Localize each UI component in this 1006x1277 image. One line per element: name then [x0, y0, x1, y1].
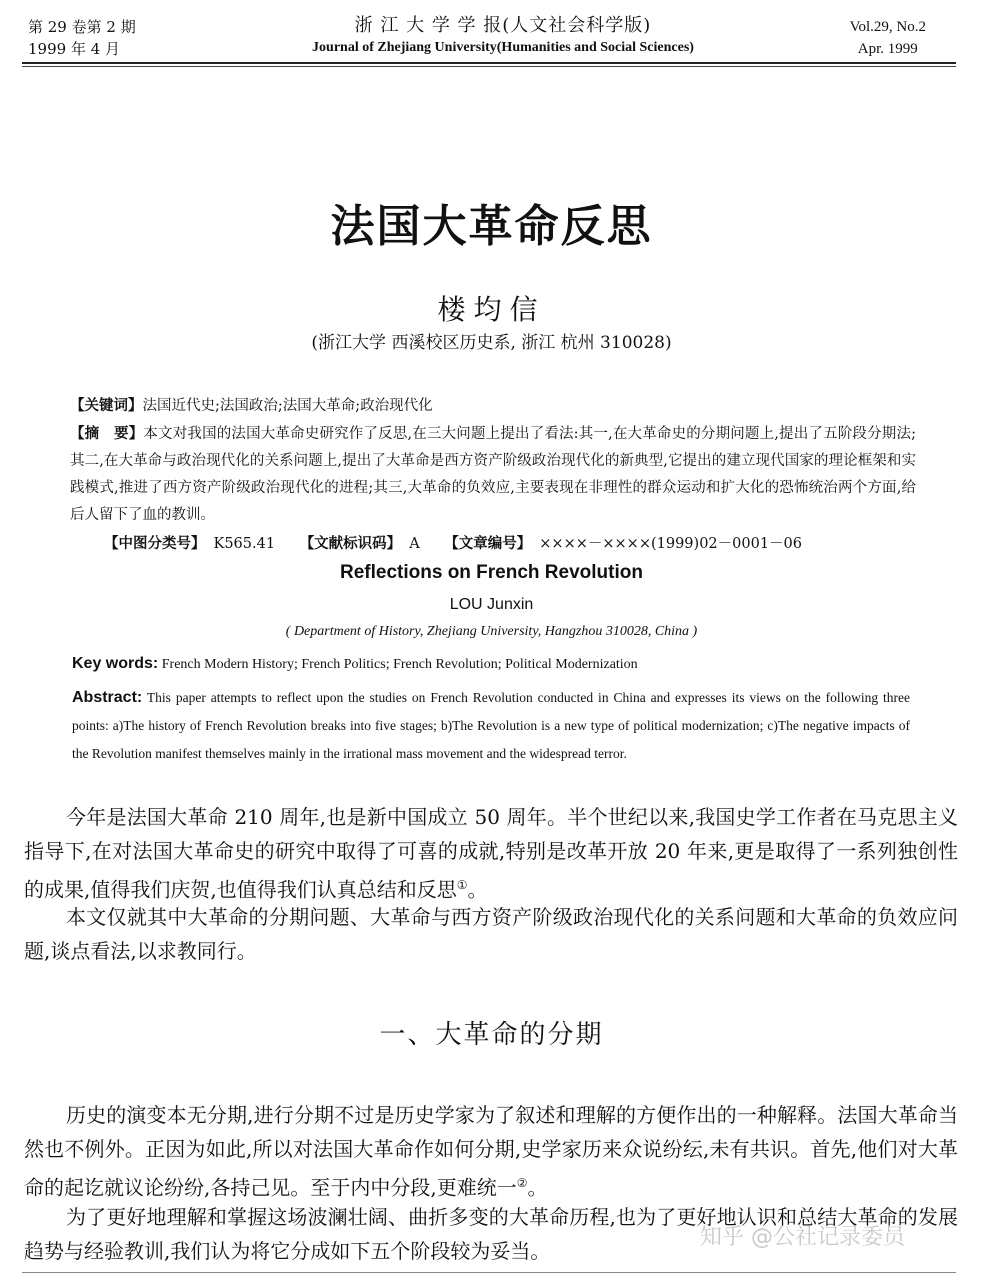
body-paragraph-4: 为了更好地理解和掌握这场波澜壮阔、曲折多变的大革命历程,也为了更好地认识和总结大革命的发展趋势与经验教训,我们认为将它分成如下五个阶段较为妥当。: [24, 1205, 958, 1263]
cn-keywords-text: 法国近代史;法国政治;法国大革命;政治现代化: [142, 398, 433, 414]
header-volume-en: Vol.29, No.2: [849, 19, 926, 35]
en-keywords: [72, 655, 932, 673]
article-label: 【文章编号】: [444, 535, 532, 552]
bottom-rule: [22, 1272, 956, 1273]
paper-affiliation: (浙江大学 西溪校区历史系, 浙江 杭州 310028): [311, 333, 672, 353]
paper-author: 楼均信: [437, 293, 546, 326]
cn-keywords-label: 【关键词】: [70, 397, 143, 414]
body-paragraph-1-text: 今年是法国大革命 210 周年,也是新中国成立 50 周年。半个世纪以来,我国史学工作者在马克思主义指导下,在对法国大革命史的研究中取得了可喜的成就,特别是改革开放 20 年来,更是取得了一系列独创性的成果,值得我们庆贺,也值得我们认真总结和反思: [24, 805, 958, 902]
en-abstract-text: This paper attempts to reflect upon the studies on French Revolution conducted in China and expresses its views on the following three points: a)The history of French Revolution breaks into five stages; b)The Revolution is a new type of political modernization; c)The negative impacts of the Revolution manifest themselves mainly in the irrational mass movement and the widespread terror.: [72, 690, 911, 761]
en-title: Reflections on French Revolution: [340, 562, 643, 583]
header-date-en: Apr. 1999: [857, 41, 918, 57]
en-author: LOU Junxin: [449, 596, 534, 613]
header-journal: [200, 14, 806, 58]
journal-name-cn: 浙 江 大 学 学 报(人文社会科学版): [354, 15, 652, 36]
cn-abstract-block: [70, 392, 916, 529]
header-issue: [28, 16, 136, 60]
class-value: K565.41: [213, 536, 276, 552]
cn-abstract-text: 本文对我国的法国大革命史研究作了反思,在三大问题上提出了看法:其一,在大革命史的分期问题上,提出了五阶段分期法;其二,在大革命与政治现代化的关系问题上,提出了大革命是西方资产阶级政治现代化的新典型,它提出的建立现代国家的理论框架和实践模式,推进了西方资产阶级政治现代化的进程;其三,大革命的负效应,主要表现在非理性的群众运动和扩大化的恐怖统治两个方面,给后人留下了血的教训。: [70, 426, 917, 523]
classification-row: [104, 532, 924, 556]
footnote-ref-1[interactable]: ①: [456, 878, 468, 892]
body-paragraph-1-end: 。: [467, 877, 488, 902]
footnote-ref-2[interactable]: ②: [516, 1176, 528, 1190]
cn-abstract-label: 【摘 要】: [70, 425, 144, 442]
header-issue-en: [850, 16, 926, 60]
journal-name-en: Journal of Zhejiang University(Humanities and Social Sciences): [312, 40, 694, 55]
body-paragraph-3-text: 历史的演变本无分期,进行分期不过是历史学家为了叙述和理解的方便作出的一种解释。法国大革命当然也不例外。正因为如此,所以对法国大革命作如何分期,史学家历来众说纷纭,未有共识。首先,他们对大革命的起讫就议论纷纷,各持己见。至于内中分段,更难统一: [24, 1103, 958, 1200]
watermark: 知乎 @公社记录委员: [700, 1225, 905, 1250]
section-heading-1: 一、大革命的分期: [379, 1020, 604, 1050]
body-paragraph-2: 本文仅就其中大革命的分期问题、大革命与西方资产阶级政治现代化的关系问题和大革命的负效应问题,谈点看法,以求教同行。: [24, 905, 958, 963]
class-label: 【中图分类号】: [104, 535, 206, 552]
cn-keywords: [70, 392, 916, 420]
header-date-cn: 1999 年 4 月: [28, 40, 121, 58]
en-abstract-label: Abstract:: [72, 689, 143, 706]
article-value: ××××－××××(1999)02－0001－06: [539, 536, 802, 552]
header-rule-thin: [22, 66, 956, 67]
doc-label: 【文献标识码】: [299, 535, 402, 552]
doc-value: A: [409, 536, 420, 552]
body-paragraph-1: [24, 800, 958, 907]
header-rule: [22, 62, 956, 64]
en-keywords-label: Key words:: [72, 655, 159, 672]
en-abstract: [72, 684, 910, 768]
cn-abstract: [70, 420, 916, 529]
body-paragraph-3: [24, 1098, 958, 1205]
header-volume-cn: 第 29 卷第 2 期: [28, 18, 136, 36]
en-keywords-text: French Modern History; French Politics; French Revolution; Political Modernization: [161, 657, 638, 672]
paper-title: 法国大革命反思: [330, 201, 653, 252]
en-affiliation: ( Department of History, Zhejiang University, Hangzhou 310028, China ): [285, 624, 698, 639]
body-paragraph-3-end: 。: [527, 1175, 548, 1200]
